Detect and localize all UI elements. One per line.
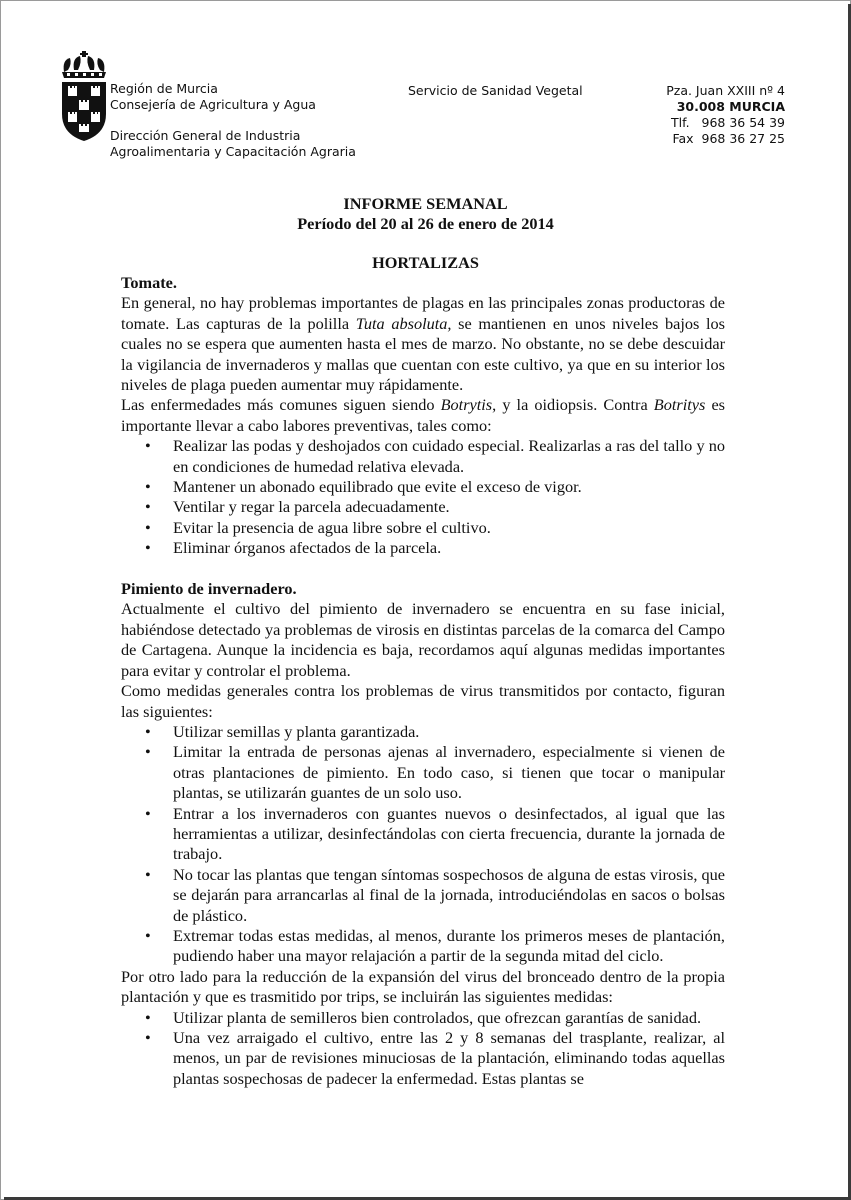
org-line-agroalimentaria: Agroalimentaria y Capacitación Agraria (110, 144, 356, 159)
report-body (121, 273, 725, 1089)
report-period: Período del 20 al 26 de enero de 2014 (297, 214, 554, 233)
tomate-paragraph-1: En general, no hay problemas importantes de plagas en las principales zonas productoras de tomate. Las capturas de la polilla Tuta absoluta, se mantienen en unos niveles bajos los cuales no se espera que aumenten hasta el mes de marzo. No obstante, no se debe descuidar la vigilancia de invernaderos y mallas que cuentan con este cultivo, ya que en su interior los niveles de plaga pueden aumentar muy rápidamente. (121, 293, 726, 395)
direction-block (110, 128, 356, 160)
section-heading: HORTALIZAS (372, 253, 479, 272)
pimiento-paragraph-3: Por otro lado para la reducción de la expansión del virus del bronceado dentro de la propia plantación y que es trasmitido por trips, se incluirán las siguientes medidas: (121, 966, 725, 1007)
org-line-direccion: Dirección General de Industria (110, 128, 301, 143)
address-line: Pza. Juan XXIII nº 4 (666, 83, 785, 98)
phone-line: Tlf. 968 36 54 39 (671, 115, 785, 130)
list-item: • Entrar a los invernaderos con guantes nuevos o desinfectados, al igual que las herramientas a utilizar, desinfectándolas con cierta frecuencia, durante la jornada de trabajo. (121, 804, 725, 865)
list-item: • Mantener un abonado equilibrado que evite el exceso de vigor. (121, 477, 725, 497)
list-item: • Una vez arraigado el cultivo, entre las 2 y 8 semanas del trasplante, realizar, al menos, un par de revisiones minuciosas de la plantación, eliminando todas aquellas plantas sospechosas de padecer la enfermedad. Estas plantas se (121, 1028, 725, 1089)
region-murcia-coat-of-arms-icon (58, 50, 110, 142)
pimiento-heading: Pimiento de invernadero. (121, 579, 297, 599)
bronceado-measures-list (121, 1008, 725, 1090)
list-item: • No tocar las plantas que tengan síntomas sospechosos de alguna de estas virosis, que se dejarán para arrancarlas al final de la jornada, introduciéndolas en sacos o bolsas de plástico. (121, 865, 725, 926)
city-line: 30.008 MURCIA (676, 99, 785, 114)
org-line-region: Región de Murcia (110, 81, 218, 96)
list-item: • Utilizar planta de semilleros bien controlados, que ofrezcan garantías de sanidad. (121, 1008, 725, 1028)
fax-line: Fax 968 36 27 25 (672, 131, 785, 146)
pimiento-measures-list (121, 722, 725, 967)
tomate-measures-list (121, 436, 725, 558)
list-item: • Limitar la entrada de personas ajenas al invernadero, especialmente si vienen de otras plantaciones de pimiento. En todo caso, si tienen que tocar o manipular plantas, se utilizarán guantes de un solo uso. (121, 742, 725, 803)
section-spacer (121, 559, 725, 579)
list-item: • Utilizar semillas y planta garantizada. (121, 722, 725, 742)
org-line-consejeria: Consejería de Agricultura y Agua (110, 97, 316, 112)
pimiento-paragraph-2: Como medidas generales contra los problemas de virus transmitidos por contacto, figuran las siguientes: (121, 681, 725, 721)
org-block (110, 81, 316, 113)
list-item: • Evitar la presencia de agua libre sobre el cultivo. (121, 518, 725, 538)
service-name: Servicio de Sanidad Vegetal (408, 83, 583, 98)
pimiento-paragraph-1: Actualmente el cultivo del pimiento de invernadero se encuentra en su fase inicial, habiéndose detectado ya problemas de virosis en distintas parcelas de la comarca del Campo de Cartagena. Aunque la incidencia es baja, recordamos aquí algunas medidas importantes para evitar y controlar el problema. (121, 599, 725, 680)
tomate-paragraph-2: Las enfermedades más comunes siguen siendo Botrytis, y la oidiopsis. Contra Botritys es importante llevar a cabo labores preventivas, tales como: (121, 395, 725, 435)
list-item: • Realizar las podas y deshojados con cuidado especial. Realizarlas a ras del tallo y no en condiciones de humedad relativa elevada. (121, 436, 725, 477)
list-item: • Ventilar y regar la parcela adecuadamente. (121, 497, 725, 517)
list-item: • Extremar todas estas medidas, al menos, durante los primeros meses de plantación, pudiendo haber una mayor relajación a partir de la segunda mitad del ciclo. (121, 926, 725, 967)
report-title: INFORME SEMANAL (343, 194, 508, 213)
contact-block (666, 83, 785, 147)
tomate-heading: Tomate. (121, 273, 177, 292)
list-item: • Eliminar órganos afectados de la parcela. (121, 538, 725, 558)
